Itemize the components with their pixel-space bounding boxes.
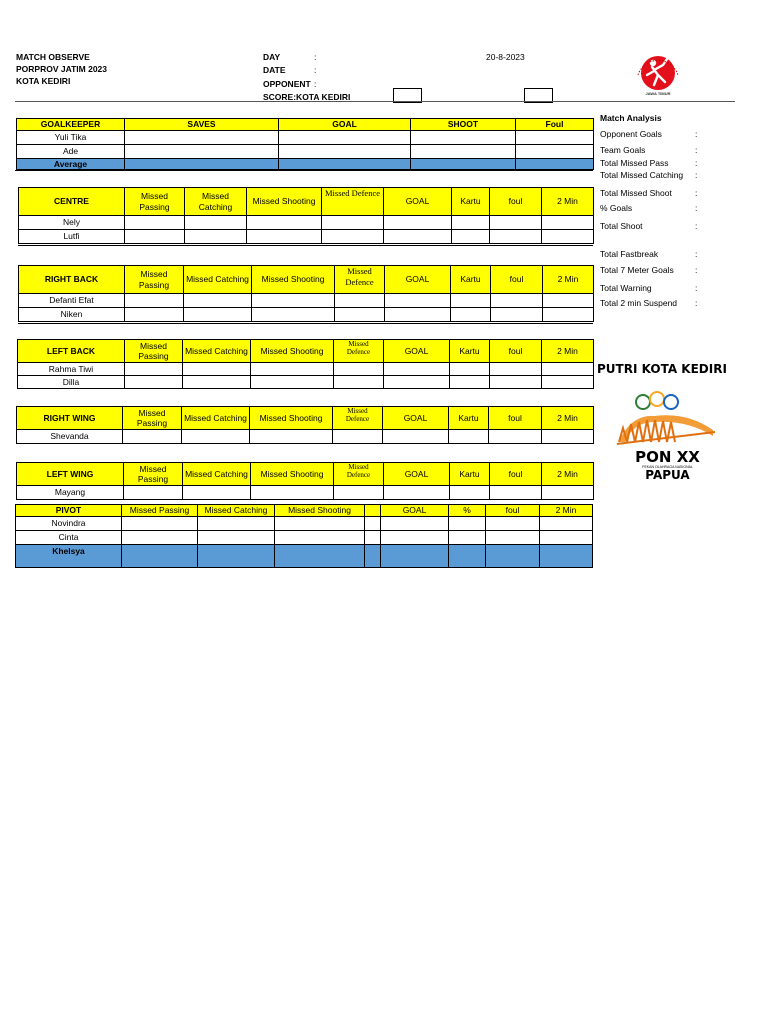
stat-cell[interactable] bbox=[381, 530, 449, 544]
match-meta bbox=[263, 51, 383, 103]
date-label: DATE bbox=[263, 64, 286, 75]
stat-cell[interactable] bbox=[516, 144, 594, 158]
col-missed-shooting: Missed Shooting bbox=[252, 266, 335, 294]
analysis-total-7m-goals: Total 7 Meter Goals bbox=[600, 265, 674, 275]
stat-cell[interactable] bbox=[122, 530, 198, 544]
stat-cell[interactable] bbox=[411, 158, 516, 170]
position-label: RIGHT BACK bbox=[19, 266, 125, 294]
team-name: KOTA KEDIRI bbox=[16, 76, 71, 86]
stat-cell[interactable] bbox=[247, 230, 322, 244]
col-missed-catching: Missed Catching bbox=[182, 407, 250, 430]
stat-cell[interactable] bbox=[384, 230, 452, 244]
stat-cell[interactable] bbox=[279, 144, 411, 158]
table-row bbox=[17, 486, 594, 500]
section-divider bbox=[18, 323, 593, 324]
analysis-colon: : bbox=[695, 265, 698, 275]
stat-cell[interactable] bbox=[335, 308, 385, 322]
analysis-total-fastbreak: Total Fastbreak bbox=[600, 249, 659, 259]
day-colon: : bbox=[314, 52, 317, 62]
col-missed-catching: Missed Catching bbox=[184, 266, 252, 294]
col-2min: 2 Min bbox=[542, 340, 594, 363]
stat-cell[interactable] bbox=[516, 158, 594, 170]
pon-emblem-icon bbox=[615, 388, 720, 450]
stat-cell[interactable] bbox=[334, 363, 384, 376]
stat-cell[interactable] bbox=[198, 530, 275, 544]
table-row bbox=[16, 516, 593, 530]
stat-cell[interactable] bbox=[381, 544, 449, 567]
federation-logo bbox=[628, 47, 688, 101]
pon-subtitle: PEKAN OLAHRAGA NASIONAL bbox=[642, 465, 693, 469]
stat-cell[interactable] bbox=[542, 216, 594, 230]
header-left bbox=[16, 51, 107, 87]
stat-cell[interactable] bbox=[490, 216, 542, 230]
event-subtitle: PORPROV JATIM 2023 bbox=[16, 64, 108, 74]
logo-caption: JAWA TIMUR bbox=[645, 91, 671, 96]
stat-cell[interactable] bbox=[384, 486, 450, 500]
stat-cell[interactable] bbox=[451, 308, 491, 322]
stat-cell[interactable] bbox=[335, 294, 385, 308]
opponent-label: OPPONENT bbox=[263, 79, 311, 89]
col-goal: GOAL bbox=[383, 407, 449, 430]
col-foul: foul bbox=[489, 407, 542, 430]
player-name: Nely bbox=[19, 216, 125, 230]
analysis-total-missed-shoot: Total Missed Shoot bbox=[600, 188, 672, 198]
table-row bbox=[19, 294, 594, 308]
stat-cell[interactable] bbox=[185, 216, 247, 230]
pivot-table bbox=[15, 504, 593, 568]
stat-cell[interactable] bbox=[322, 216, 384, 230]
col-saves: SAVES bbox=[125, 119, 279, 131]
table-row bbox=[16, 544, 593, 567]
col-missed-catching: Missed Catching bbox=[185, 188, 247, 216]
player-name: Ade bbox=[17, 144, 125, 158]
stat-cell[interactable] bbox=[385, 308, 451, 322]
col-missed-shooting: Missed Shooting bbox=[247, 188, 322, 216]
date-value: 20-8-2023 bbox=[486, 52, 525, 62]
stat-cell[interactable] bbox=[125, 144, 279, 158]
stat-cell[interactable] bbox=[450, 486, 490, 500]
stat-cell[interactable] bbox=[252, 294, 335, 308]
stat-cell[interactable] bbox=[251, 376, 334, 389]
player-name: Khelsya bbox=[16, 544, 122, 567]
player-name: Shevanda bbox=[17, 430, 123, 444]
stat-cell[interactable] bbox=[182, 430, 250, 444]
position-label: RIGHT WING bbox=[17, 407, 123, 430]
stat-cell[interactable] bbox=[125, 308, 184, 322]
pon-logo bbox=[615, 388, 720, 488]
stat-cell[interactable] bbox=[486, 516, 540, 530]
stat-cell[interactable] bbox=[251, 363, 334, 376]
section-divider bbox=[18, 245, 593, 246]
left-back-table bbox=[17, 339, 594, 389]
player-name: Dilla bbox=[18, 376, 125, 389]
col-foul: foul bbox=[486, 505, 540, 517]
table-row bbox=[19, 216, 594, 230]
stat-cell[interactable] bbox=[516, 130, 594, 144]
col-2min: 2 Min bbox=[540, 505, 593, 517]
analysis-total-shoot: Total Shoot bbox=[600, 221, 643, 231]
stat-cell[interactable] bbox=[124, 486, 183, 500]
header-divider bbox=[15, 101, 735, 102]
analysis-colon: : bbox=[695, 203, 698, 213]
stat-cell[interactable] bbox=[185, 230, 247, 244]
analysis-colon: : bbox=[695, 145, 698, 155]
stat-cell[interactable] bbox=[275, 530, 365, 544]
team-title: PUTRI KOTA KEDIRI bbox=[597, 362, 727, 376]
col-foul: foul bbox=[490, 463, 542, 486]
analysis-colon: : bbox=[695, 188, 698, 198]
col-kartu: Kartu bbox=[450, 463, 490, 486]
position-label: GOALKEEPER bbox=[17, 119, 125, 131]
position-label: CENTRE bbox=[19, 188, 125, 216]
stat-cell[interactable] bbox=[125, 294, 184, 308]
stat-cell[interactable] bbox=[365, 530, 381, 544]
stat-cell[interactable] bbox=[279, 158, 411, 170]
col-kartu: Kartu bbox=[452, 188, 490, 216]
stat-cell[interactable] bbox=[183, 363, 251, 376]
stat-cell[interactable] bbox=[543, 308, 594, 322]
player-name: Novindra bbox=[16, 516, 122, 530]
table-row bbox=[18, 363, 594, 376]
right-wing-table bbox=[16, 406, 594, 444]
stat-cell[interactable] bbox=[322, 230, 384, 244]
col-goal: GOAL bbox=[279, 119, 411, 131]
col-missed-catching: Missed Catching bbox=[183, 463, 251, 486]
col-goal: GOAL bbox=[381, 505, 449, 517]
col-foul: Foul bbox=[516, 119, 594, 131]
table-row bbox=[19, 230, 594, 244]
col-goal: GOAL bbox=[384, 340, 450, 363]
stat-cell[interactable] bbox=[384, 376, 450, 389]
event-title: MATCH OBSERVE bbox=[16, 52, 90, 62]
stat-cell[interactable] bbox=[540, 530, 593, 544]
col-2min: 2 Min bbox=[542, 407, 594, 430]
col-missed-catching: Missed Catching bbox=[198, 505, 275, 517]
stat-cell[interactable] bbox=[250, 430, 333, 444]
col-goal: GOAL bbox=[384, 463, 450, 486]
player-name: Defanti Efat bbox=[19, 294, 125, 308]
col-goal: GOAL bbox=[385, 266, 451, 294]
col-missed-defence: Missed Defence bbox=[333, 407, 383, 430]
stat-cell[interactable] bbox=[542, 430, 594, 444]
stat-cell[interactable] bbox=[334, 486, 384, 500]
col-missed-shooting: Missed Shooting bbox=[275, 505, 365, 517]
col-missed-passing: Missed Passing bbox=[122, 505, 198, 517]
stat-cell[interactable] bbox=[125, 130, 279, 144]
stat-cell[interactable] bbox=[365, 544, 381, 567]
stat-cell[interactable] bbox=[125, 158, 279, 170]
stat-cell[interactable] bbox=[184, 308, 252, 322]
col-missed-passing: Missed Passing bbox=[125, 266, 184, 294]
player-name: Mayang bbox=[17, 486, 124, 500]
stat-cell[interactable] bbox=[381, 516, 449, 530]
position-label: LEFT BACK bbox=[18, 340, 125, 363]
analysis-team-goals: Team Goals bbox=[600, 145, 646, 155]
player-name: Rahma Tiwi bbox=[18, 363, 125, 376]
analysis-colon: : bbox=[695, 249, 698, 259]
stat-cell[interactable] bbox=[542, 230, 594, 244]
opponent-colon: : bbox=[314, 79, 317, 89]
position-label: LEFT WING bbox=[17, 463, 124, 486]
col-missed-passing: Missed Passing bbox=[125, 188, 185, 216]
centre-table bbox=[18, 187, 594, 244]
stat-cell[interactable] bbox=[275, 516, 365, 530]
stat-cell[interactable] bbox=[123, 430, 182, 444]
table-row bbox=[17, 130, 594, 144]
col-missed-defence: Missed Defence bbox=[334, 340, 384, 363]
table-row bbox=[19, 308, 594, 322]
table-row bbox=[18, 376, 594, 389]
col-2min: 2 Min bbox=[543, 266, 594, 294]
stat-cell[interactable] bbox=[490, 363, 542, 376]
stat-cell[interactable] bbox=[183, 486, 251, 500]
stat-cell[interactable] bbox=[251, 486, 334, 500]
stat-cell[interactable] bbox=[384, 363, 450, 376]
stat-cell[interactable] bbox=[452, 230, 490, 244]
stat-cell[interactable] bbox=[365, 516, 381, 530]
analysis-total-warning: Total Warning bbox=[600, 283, 652, 293]
col-percent: % bbox=[449, 505, 486, 517]
stat-cell[interactable] bbox=[385, 294, 451, 308]
stat-cell[interactable] bbox=[449, 430, 489, 444]
stat-cell[interactable] bbox=[449, 516, 486, 530]
col-missed-shooting: Missed Shooting bbox=[251, 463, 334, 486]
col-shoot: SHOOT bbox=[411, 119, 516, 131]
col-foul: foul bbox=[490, 188, 542, 216]
stat-cell[interactable] bbox=[247, 216, 322, 230]
stat-cell[interactable] bbox=[486, 530, 540, 544]
col-goal: GOAL bbox=[384, 188, 452, 216]
stat-cell[interactable] bbox=[125, 216, 185, 230]
stat-cell[interactable] bbox=[540, 516, 593, 530]
col-2min: 2 Min bbox=[542, 463, 594, 486]
analysis-total-2min-suspend: Total 2 min Suspend bbox=[600, 298, 678, 308]
stat-cell[interactable] bbox=[198, 516, 275, 530]
col-missed-passing: Missed Passing bbox=[124, 463, 183, 486]
stat-cell[interactable] bbox=[122, 516, 198, 530]
stat-cell[interactable] bbox=[491, 294, 543, 308]
stat-cell[interactable] bbox=[383, 430, 449, 444]
col-missed-shooting: Missed Shooting bbox=[250, 407, 333, 430]
stat-cell[interactable] bbox=[451, 294, 491, 308]
stat-cell[interactable] bbox=[452, 216, 490, 230]
stat-cell[interactable] bbox=[540, 544, 593, 567]
analysis-total-missed-pass: Total Missed Pass bbox=[600, 158, 669, 168]
analysis-colon: : bbox=[695, 283, 698, 293]
stat-cell[interactable] bbox=[542, 363, 594, 376]
stat-cell[interactable] bbox=[486, 544, 540, 567]
analysis-colon: : bbox=[695, 129, 698, 139]
analysis-colon: : bbox=[695, 158, 698, 168]
stat-cell[interactable] bbox=[333, 430, 383, 444]
stat-cell[interactable] bbox=[489, 430, 542, 444]
col-missed-defence: Missed Defence bbox=[334, 463, 384, 486]
stat-cell[interactable] bbox=[490, 230, 542, 244]
analysis-opponent-goals: Opponent Goals bbox=[600, 129, 662, 139]
col-missed-defence: Missed Defence bbox=[335, 266, 385, 294]
col-missed-catching: Missed Catching bbox=[183, 340, 251, 363]
pon-papua: PAPUA bbox=[645, 468, 690, 482]
stat-cell[interactable] bbox=[449, 530, 486, 544]
stat-cell[interactable] bbox=[252, 308, 335, 322]
stat-cell[interactable] bbox=[184, 294, 252, 308]
pon-title: PON XX bbox=[635, 448, 700, 466]
col-blank bbox=[365, 505, 381, 517]
col-2min: 2 Min bbox=[542, 188, 594, 216]
analysis-colon: : bbox=[695, 221, 698, 231]
player-name: Lutfi bbox=[19, 230, 125, 244]
meta-colons bbox=[314, 51, 316, 91]
stat-cell[interactable] bbox=[411, 130, 516, 144]
col-missed-passing: Missed Passing bbox=[123, 407, 182, 430]
position-label: PIVOT bbox=[16, 505, 122, 517]
left-wing-table bbox=[16, 462, 594, 500]
col-kartu: Kartu bbox=[450, 340, 490, 363]
stat-cell[interactable] bbox=[449, 544, 486, 567]
stat-cell[interactable] bbox=[450, 363, 490, 376]
stat-cell[interactable] bbox=[542, 376, 594, 389]
analysis-title: Match Analysis bbox=[600, 113, 662, 123]
date-colon: : bbox=[314, 64, 317, 75]
match-analysis bbox=[600, 113, 740, 313]
right-back-table bbox=[18, 265, 594, 322]
section-divider bbox=[15, 170, 593, 171]
col-foul: foul bbox=[491, 266, 543, 294]
analysis-colon: : bbox=[695, 170, 698, 180]
stat-cell[interactable] bbox=[275, 544, 365, 567]
stat-cell[interactable] bbox=[198, 544, 275, 567]
stat-cell[interactable] bbox=[490, 486, 542, 500]
col-kartu: Kartu bbox=[451, 266, 491, 294]
table-row bbox=[17, 430, 594, 444]
stat-cell[interactable] bbox=[384, 216, 452, 230]
player-name: Niken bbox=[19, 308, 125, 322]
stat-cell[interactable] bbox=[279, 130, 411, 144]
stat-cell[interactable] bbox=[542, 486, 594, 500]
score-label: SCORE:KOTA KEDIRI bbox=[263, 91, 351, 102]
stat-cell[interactable] bbox=[125, 230, 185, 244]
table-row bbox=[16, 530, 593, 544]
stat-cell[interactable] bbox=[125, 363, 183, 376]
table-row bbox=[17, 144, 594, 158]
stat-cell[interactable] bbox=[183, 376, 251, 389]
stat-cell[interactable] bbox=[450, 376, 490, 389]
player-name: Cinta bbox=[16, 530, 122, 544]
average-row bbox=[17, 158, 594, 170]
col-kartu: Kartu bbox=[449, 407, 489, 430]
stat-cell[interactable] bbox=[490, 376, 542, 389]
col-foul: foul bbox=[490, 340, 542, 363]
player-name: Yuli Tika bbox=[17, 130, 125, 144]
stat-cell[interactable] bbox=[543, 294, 594, 308]
col-missed-defence: Missed Defence bbox=[322, 188, 384, 216]
analysis-total-missed-catching: Total Missed Catching bbox=[600, 170, 684, 180]
stat-cell[interactable] bbox=[125, 376, 183, 389]
analysis-colon: : bbox=[695, 298, 698, 308]
stat-cell[interactable] bbox=[411, 144, 516, 158]
col-missed-shooting: Missed Shooting bbox=[251, 340, 334, 363]
col-missed-passing: Missed Passing bbox=[125, 340, 183, 363]
analysis-goals-percent: % Goals bbox=[600, 203, 633, 213]
stat-cell[interactable] bbox=[491, 308, 543, 322]
average-label: Average bbox=[17, 158, 125, 170]
day-label: DAY bbox=[263, 52, 281, 62]
stat-cell[interactable] bbox=[122, 544, 198, 567]
stat-cell[interactable] bbox=[334, 376, 384, 389]
goalkeeper-table bbox=[16, 118, 594, 170]
